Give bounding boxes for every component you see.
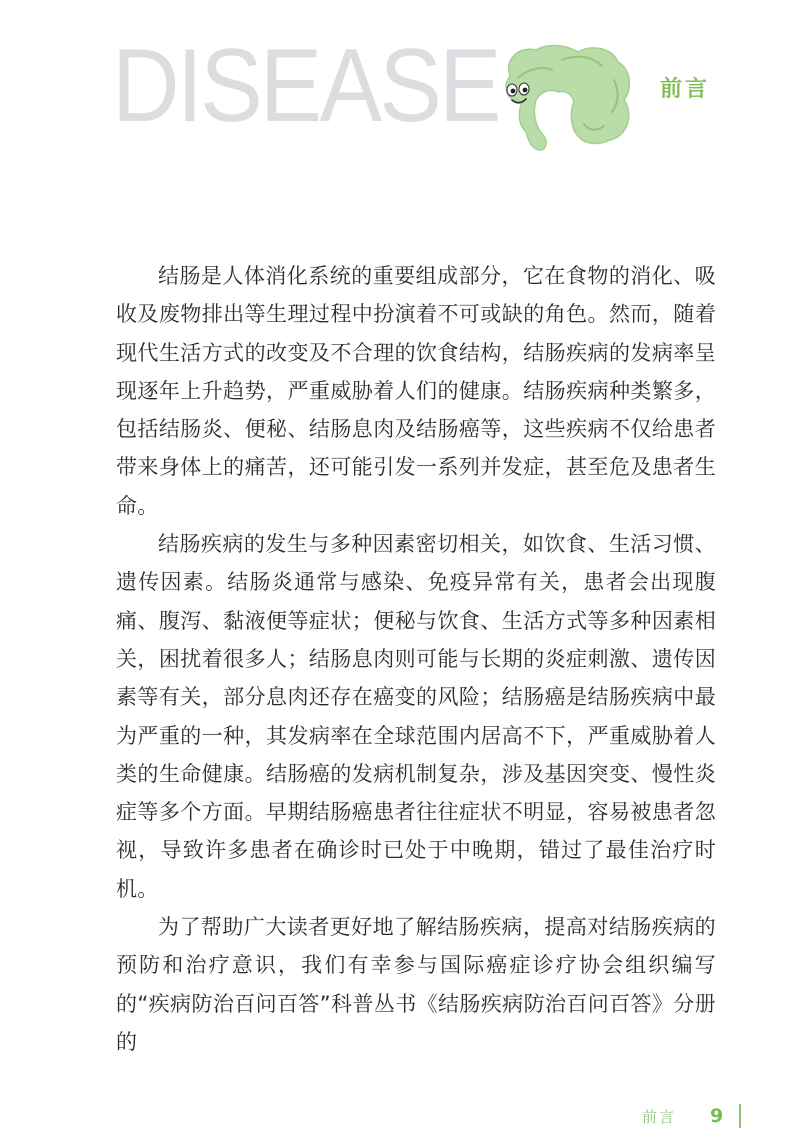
- body-text: [116, 257, 716, 1061]
- page-footer: [642, 1104, 741, 1128]
- footer-section-label: 前言: [642, 1107, 677, 1126]
- page-number: 9: [710, 1105, 724, 1127]
- paragraph-2: 结肠疾病的发生与多种因素密切相关，如饮食、生活习惯、遗传因素。结肠炎通常与感染、免疫异常有关，患者会出现腹痛、腹泻、黏液便等症状；便秘与饮食、生活方式等多种因素相关，困扰着很多人；结肠息肉则可能与长期的炎症刺激、遗传因素等有关，部分息肉还存在癌变的风险；结肠癌是结肠疾病中最为严重的一种，其发病率在全球范围内居高不下，严重威胁着人类的生命健康。结肠癌的发病机制复杂，涉及基因突变、慢性炎症等多个方面。早期结肠癌患者往往症状不明显，容易被患者忽视，导致许多患者在确诊时已处于中晚期，错过了最佳治疗时机。: [116, 532, 716, 901]
- paragraph-3: 为了帮助广大读者更好地了解结肠疾病，提高对结肠疾病的预防和治疗意识，我们有幸参与国际癌症诊疗协会组织编写的“疾病防治百问百答”科普丛书《结肠疾病防治百问百答》分册的: [116, 915, 716, 1054]
- paragraph-1: 结肠是人体消化系统的重要组成部分，它在食物的消化、吸收及废物排出等生理过程中扮演着不可或缺的角色。然而，随着现代生活方式的改变及不合理的饮食结构，结肠疾病的发病率呈现逐年上升趋势，严重威胁着人们的健康。结肠疾病种类繁多，包括结肠炎、便秘、结肠息肉及结肠癌等，这些疾病不仅给患者带来身体上的痛苦，还可能引发一系列并发症，甚至危及患者生命。: [116, 264, 716, 518]
- section-title: 前言: [660, 77, 711, 102]
- colon-mascot-icon: [492, 40, 637, 152]
- header-title-word: DISEASE: [112, 28, 499, 144]
- footer-divider: [739, 1104, 741, 1128]
